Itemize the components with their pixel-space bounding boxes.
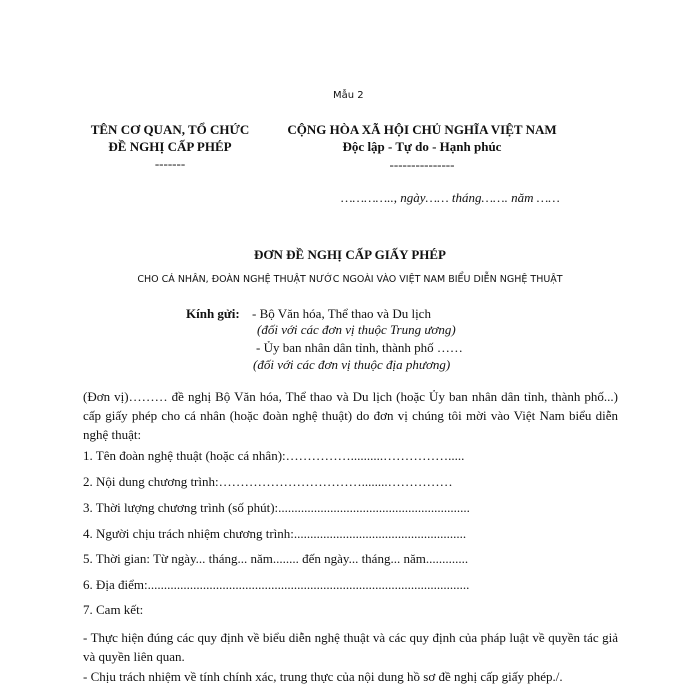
org-name-line: TÊN CƠ QUAN, TỔ CHỨC bbox=[90, 122, 250, 137]
recipient-ministry: - Bộ Văn hóa, Thể thao và Du lịch bbox=[252, 306, 431, 321]
item-time: 5. Thời gian: Từ ngày... tháng... năm........ đến ngày... tháng... năm............. bbox=[83, 551, 469, 566]
commitment-regulations: - Thực hiện đúng các quy định về biểu diễn nghệ thuật và các quy định của pháp luật về quyền tác giả và quyền liên quan. bbox=[83, 630, 618, 664]
recipient-committee-note: (đối với các đơn vị thuộc địa phương) bbox=[253, 357, 451, 372]
national-motto: Độc lập - Tự do - Hạnh phúc bbox=[342, 139, 502, 154]
form-number: Mẫu 2 bbox=[333, 90, 364, 101]
org-request-line: ĐỀ NGHỊ CẤP PHÉP bbox=[108, 139, 232, 154]
date-line: ………….., ngày…… tháng……. năm …… bbox=[341, 190, 560, 205]
item-responsible-person: 4. Người chịu trách nhiệm chương trình:..................................................... bbox=[83, 526, 467, 541]
document-title: ĐƠN ĐỀ NGHỊ CẤP GIẤY PHÉP bbox=[254, 247, 446, 262]
national-rule: --------------- bbox=[389, 157, 455, 172]
intro-paragraph: (Đơn vị)……… đề nghị Bộ Văn hóa, Thể thao và Du lịch (hoặc Ủy ban nhân dân tỉnh, thành phố...) cấp giấy phép cho cá nhân (hoặc đoàn nghệ thuật) do đơn vị chúng tôi mời vào Việt Nam biểu diễn nghệ thuật: bbox=[83, 389, 618, 442]
item-program-duration: 3. Thời lượng chương trình (số phút):........................................................... bbox=[83, 500, 470, 515]
org-header bbox=[60, 121, 280, 172]
item-program-content: 2. Nội dung chương trình:……………………………........…………… bbox=[83, 474, 453, 489]
recipient-ministry-note: (đối với các đơn vị thuộc Trung ương) bbox=[257, 322, 456, 337]
document-subtitle: CHO CÁ NHÂN, ĐOÀN NGHỆ THUẬT NƯỚC NGOÀI VÀO VIỆT NAM BIỂU DIỄN NGHỆ THUẬT bbox=[137, 274, 563, 285]
national-title: CỘNG HÒA XÃ HỘI CHỦ NGHĨA VIỆT NAM bbox=[287, 122, 557, 137]
org-rule: ------- bbox=[154, 156, 186, 171]
recipient-label: Kính gửi: bbox=[186, 306, 240, 321]
item-commitment: 7. Cam kết: bbox=[83, 602, 144, 617]
commitment-accuracy: - Chịu trách nhiệm về tính chính xác, trung thực của nội dung hồ sơ đề nghị cấp giấy phép./. bbox=[83, 669, 563, 684]
national-header bbox=[272, 121, 572, 173]
item-location: 6. Địa điểm:................................................................................................... bbox=[83, 577, 470, 592]
item-troupe-name: 1. Tên đoàn nghệ thuật (hoặc cá nhân):……………..........……………..... bbox=[83, 448, 465, 463]
recipient-committee: - Ủy ban nhân dân tỉnh, thành phố …… bbox=[256, 340, 463, 355]
